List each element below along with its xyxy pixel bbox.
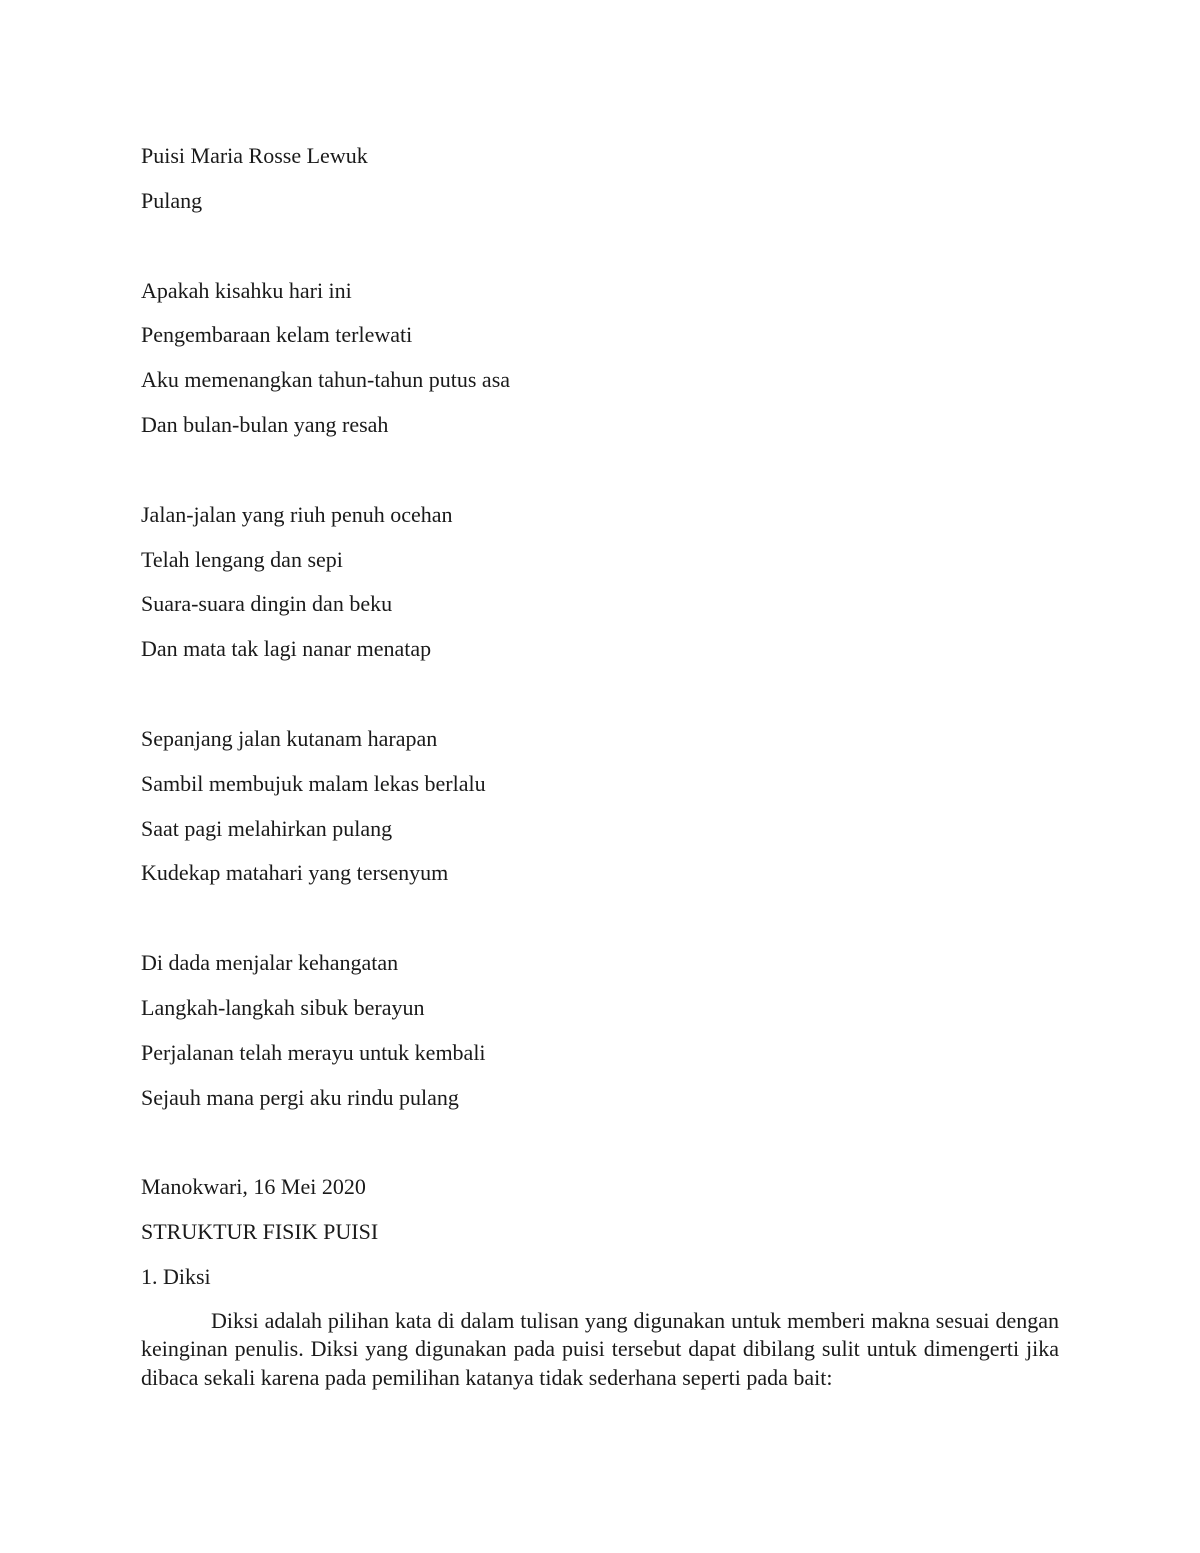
poem-line: Saat pagi melahirkan pulang [141, 815, 393, 841]
subsection-heading: 1. Diksi [141, 1263, 211, 1289]
poem-line: Apakah kisahku hari ini [141, 277, 352, 303]
poem-line: Sepanjang jalan kutanam harapan [141, 725, 438, 751]
poem-line: Dan bulan-bulan yang resah [141, 411, 389, 437]
stanza-gap [141, 679, 1059, 724]
poem-line: Dan mata tak lagi nanar menatap [141, 636, 432, 662]
document-content [141, 141, 1059, 1393]
poem-title: Pulang [141, 187, 203, 213]
poet-line: Puisi Maria Rosse Lewuk [141, 143, 368, 168]
section-heading: STRUKTUR FISIK PUISI [141, 1219, 379, 1245]
poem-line: Suara-suara dingin dan beku [141, 591, 393, 617]
body-paragraph: Diksi adalah pilihan kata di dalam tulisan yang digunakan untuk memberi makna sesuai dengan keinginan penulis. Diksi yang digunakan pada puisi tersebut dapat dibilang sulit untuk dimengerti jika dibaca sekali karena pada pemilihan katanya tidak sederhana seperti pada bait: [141, 1307, 1059, 1390]
poem-line: Sambil membujuk malam lekas berlalu [141, 770, 486, 796]
poem-line: Jalan-jalan yang riuh penuh ocehan [141, 501, 453, 527]
stanza-2 [141, 500, 1059, 679]
poem-line: Di dada menjalar kehangatan [141, 950, 399, 976]
poem-line: Sejauh mana pergi aku rindu pulang [141, 1084, 459, 1110]
poem-line: Aku memenangkan tahun-tahun putus asa [141, 367, 511, 393]
stanza-gap [141, 1127, 1059, 1172]
stanza-gap [141, 231, 1059, 276]
poem-line: Kudekap matahari yang tersenyum [141, 860, 449, 886]
poem-line: Perjalanan telah merayu untuk kembali [141, 1039, 486, 1065]
stanza-1 [141, 276, 1059, 455]
place-date: Manokwari, 16 Mei 2020 [141, 1174, 366, 1200]
stanza-gap [141, 455, 1059, 500]
poem-line: Pengembaraan kelam terlewati [141, 322, 413, 348]
stanza-gap [141, 903, 1059, 948]
stanza-4 [141, 948, 1059, 1127]
poem-line: Langkah-langkah sibuk berayun [141, 994, 425, 1020]
stanza-3 [141, 724, 1059, 903]
poem-line: Telah lengang dan sepi [141, 546, 343, 572]
